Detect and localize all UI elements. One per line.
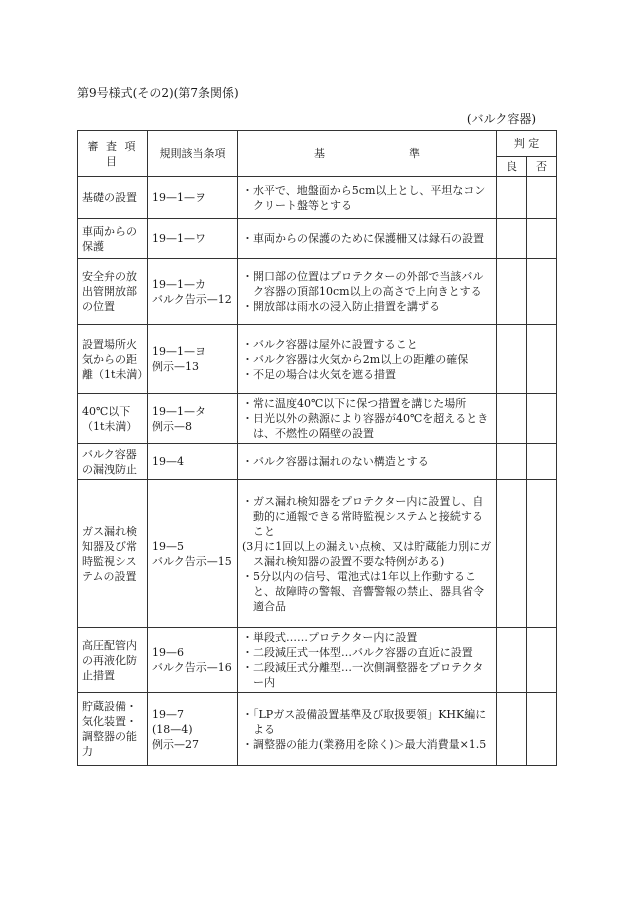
judge-good-cell[interactable]: [497, 219, 527, 259]
row-item: 安全弁の放出管開放部の位置: [78, 259, 148, 325]
row-item: 設置場所火気からの距離（1t未満）: [78, 325, 148, 394]
row-criteria: [238, 480, 497, 628]
row-criteria: [238, 444, 497, 480]
row-criteria: [238, 219, 497, 259]
judge-bad-cell[interactable]: [527, 394, 557, 444]
form-subtitle: (バルク容器): [466, 112, 536, 126]
judge-good-cell[interactable]: [497, 693, 527, 766]
criteria-line: ・調整器の能力(業務用を除く)＞最大消費量×1.5: [242, 737, 487, 751]
judge-good-cell[interactable]: [497, 177, 527, 219]
criteria-line: ・車両からの保護のために保護柵又は縁石の設置: [242, 232, 484, 245]
row-criteria: [238, 693, 497, 766]
header-good: 良: [497, 157, 527, 177]
form-title: 第9号様式(その2)(第7条関係): [77, 86, 239, 100]
criteria-line: ・水平で、地盤面から5cm以上とし、平坦なコンクリート盤等とする: [242, 183, 486, 212]
judge-bad-cell[interactable]: [527, 177, 557, 219]
criteria-line: ・常に温度40℃以下に保つ措置を講じた場所: [242, 397, 467, 410]
header-judgement: 判 定: [497, 131, 557, 157]
row-criteria: [238, 628, 497, 693]
criteria-line: ・単段式……プロテクター内に設置: [242, 631, 418, 644]
criteria-line: ・日光以外の熱源により容器が40℃を超えるときは、不燃性の隔壁の設置: [242, 412, 489, 440]
criteria-line: ・5分以内の信号、電池式は1年以上作動すること、故障時の警報、音響警報の禁止、器具省令適合品: [242, 569, 484, 613]
criteria-line: ・開放部は雨水の浸入防止措置を講ずる: [242, 300, 440, 313]
row-criteria: [238, 259, 497, 325]
judge-bad-cell[interactable]: [527, 693, 557, 766]
header-item: 審 査 項 目: [78, 131, 148, 177]
row-item: ガス漏れ検知器及び常時監視システムの設置: [78, 480, 148, 628]
row-clause: 19—4: [148, 444, 238, 480]
criteria-line: (3月に1回以上の漏えい点検、又は貯蔵能力別にガス漏れ検知器の設置不要な特例がある): [242, 539, 492, 568]
row-clause: 19—1—ワ: [148, 219, 238, 259]
criteria-line: ・二段減圧式一体型…バルク容器の直近に設置: [242, 646, 473, 659]
row-criteria: [238, 394, 497, 444]
row-item: 車両からの保護: [78, 219, 148, 259]
table-row: [78, 693, 557, 766]
inspection-rows: [78, 177, 557, 766]
judge-bad-cell[interactable]: [527, 259, 557, 325]
judge-good-cell[interactable]: [497, 325, 527, 394]
table-row: [78, 394, 557, 444]
table-row: [78, 444, 557, 480]
table-row: [78, 480, 557, 628]
judge-bad-cell[interactable]: [527, 628, 557, 693]
judge-good-cell[interactable]: [497, 480, 527, 628]
row-clause: 19—1—タ 例示—8: [148, 394, 238, 444]
row-item: 貯蔵設備・気化装置・調整器の能力: [78, 693, 148, 766]
judge-bad-cell[interactable]: [527, 480, 557, 628]
table-row: [78, 325, 557, 394]
row-clause: 19—7 (18—4) 例示—27: [148, 693, 238, 766]
row-item: バルク容器の漏洩防止: [78, 444, 148, 480]
header-bad: 否: [527, 157, 557, 177]
criteria-line: ・バルク容器は火気から2m以上の距離の確保: [242, 352, 469, 366]
table-row: [78, 259, 557, 325]
header-standard-right: 準: [409, 147, 420, 160]
row-item: 40℃以下（1t未満）: [78, 394, 148, 444]
header-standard-left: 基: [314, 147, 325, 160]
table-row: [78, 177, 557, 219]
judge-good-cell[interactable]: [497, 444, 527, 480]
table-row: [78, 219, 557, 259]
criteria-line: ・バルク容器は屋外に設置すること: [242, 337, 418, 351]
criteria-line: ・不足の場合は火気を遮る措置: [242, 367, 396, 381]
row-criteria: [238, 177, 497, 219]
criteria-line: ・「LPガス設備設置基準及び取扱要領」KHK編による: [242, 707, 487, 736]
inspection-table: [77, 130, 557, 766]
judge-good-cell[interactable]: [497, 628, 527, 693]
criteria-line: ・ガス漏れ検知器をプロテクター内に設置し、自動的に通報できる常時監視システムと接続すること: [242, 494, 484, 538]
judge-good-cell[interactable]: [497, 259, 527, 325]
row-criteria: [238, 325, 497, 394]
criteria-line: ・開口部の位置はプロテクターの外部で当該バルク容器の頂部10cm以上の高さで上向きとする: [242, 270, 484, 298]
row-item: 高圧配管内の再液化防止措置: [78, 628, 148, 693]
judge-bad-cell[interactable]: [527, 219, 557, 259]
row-clause: 19—1—ヲ: [148, 177, 238, 219]
criteria-line: ・バルク容器は漏れのない構造とする: [242, 455, 429, 468]
header-clause: 規則該当条項: [148, 131, 238, 177]
row-item: 基礎の設置: [78, 177, 148, 219]
judge-bad-cell[interactable]: [527, 444, 557, 480]
row-clause: 19—1—ヨ 例示—13: [148, 325, 238, 394]
criteria-line: ・二段減圧式分離型…一次側調整器をプロテクター内: [242, 661, 484, 689]
table-row: [78, 628, 557, 693]
header-standard: [238, 131, 497, 177]
judge-bad-cell[interactable]: [527, 325, 557, 394]
judge-good-cell[interactable]: [497, 394, 527, 444]
row-clause: 19—1—カ バルク告示—12: [148, 259, 238, 325]
row-clause: 19—6 バルク告示—16: [148, 628, 238, 693]
row-clause: 19—5 バルク告示—15: [148, 480, 238, 628]
